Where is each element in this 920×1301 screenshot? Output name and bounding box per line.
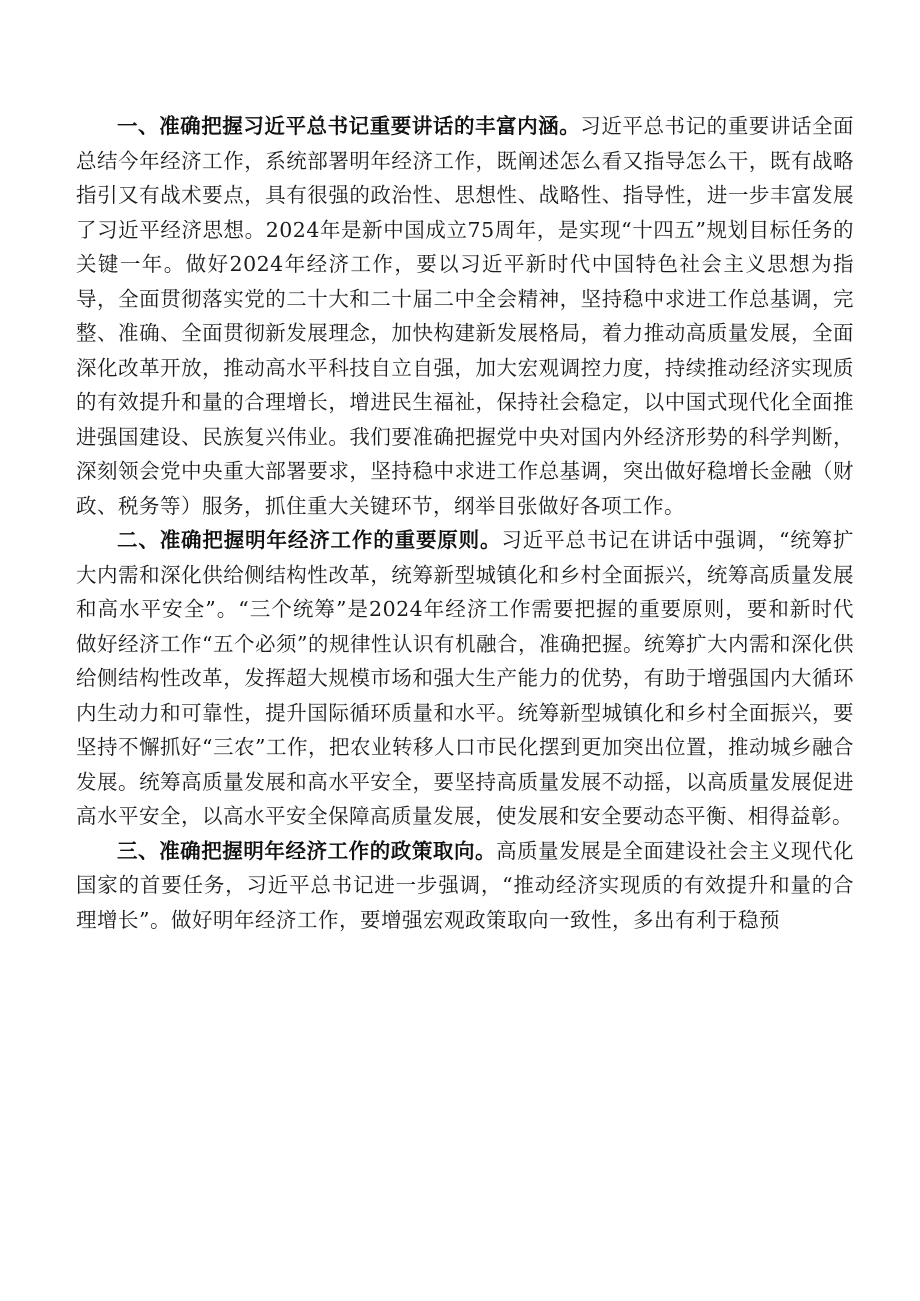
- paragraph-3-body: 高质量发展是全面建设社会主义现代化国家的首要任务，习近平总书记进一步强调，“推动经济实现质的有效提升和量的合理增长”。做好明年经济工作，要增强宏观政策取向一致性，多出有利于稳预: [76, 838, 855, 932]
- paragraph-2: [76, 523, 854, 834]
- paragraph-2-body: 习近平总书记在讲话中强调，“统筹扩大内需和深化供给侧结构性改革，统筹新型城镇化和乡村全面振兴，统筹高质量发展和高水平安全”。“三个统筹”是2024年经济工作需要把握的重要原则，要和新时代做好经济工作“五个必须”的规律性认识有机融合，准确把握。统筹扩大内需和深化供给侧结构性改革，发挥超大规模市场和强大生产能力的优势，有助于增强国内大循环内生动力和可靠性，提升国际循环质量和水平。统筹新型城镇化和乡村全面振兴，要坚持不懈抓好“三农”工作，把农业转移人口市民化摆到更加突出位置，推动城乡融合发展。统筹高质量发展和高水平安全，要坚持高质量发展不动摇，以高质量发展促进高水平安全，以高水平安全保障高质量发展，使发展和安全要动态平衡、相得益彰。: [76, 528, 855, 828]
- paragraph-3-heading: 三、准确把握明年经济工作的政策取向。: [117, 838, 497, 863]
- paragraph-2-heading: 二、准确把握明年经济工作的重要原则。: [117, 528, 502, 552]
- paragraph-1-body: 习近平总书记的重要讲话全面总结今年经济工作，系统部署明年经济工作，既阐述怎么看又指导怎么干，既有战略指引又有战术要点，具有很强的政治性、思想性、战略性、指导性，进一步丰富发展了习近平经济思想。2024年是新中国成立75周年，是实现“十四五”规划目标任务的关键一年。做好2024年经济工作，要以习近平新时代中国特色社会主义思想为指导，全面贯彻落实党的二十大和二十届二中全会精神，坚持稳中求进工作总基调，完整、准确、全面贯彻新发展理念，加快构建新发展格局，着力推动高质量发展，全面深化改革开放，推动高水平科技自立自强，加大宏观调控力度，持续推动经济实现质的有效提升和量的合理增长，增进民生福祉，保持社会稳定，以中国式现代化全面推进强国建设、民族复兴伟业。我们要准确把握党中央对国内外经济形势的科学判断，深刻领会党中央重大部署要求，坚持稳中求进工作总基调，突出做好稳增长金融（财政、税务等）服务，抓住重大关键环节，纲举目张做好各项工作。: [76, 114, 855, 518]
- paragraph-1: [76, 109, 854, 523]
- paragraph-1-heading: 一、准确把握习近平总书记重要讲话的丰富内涵。: [117, 114, 581, 138]
- paragraph-3: [76, 834, 854, 938]
